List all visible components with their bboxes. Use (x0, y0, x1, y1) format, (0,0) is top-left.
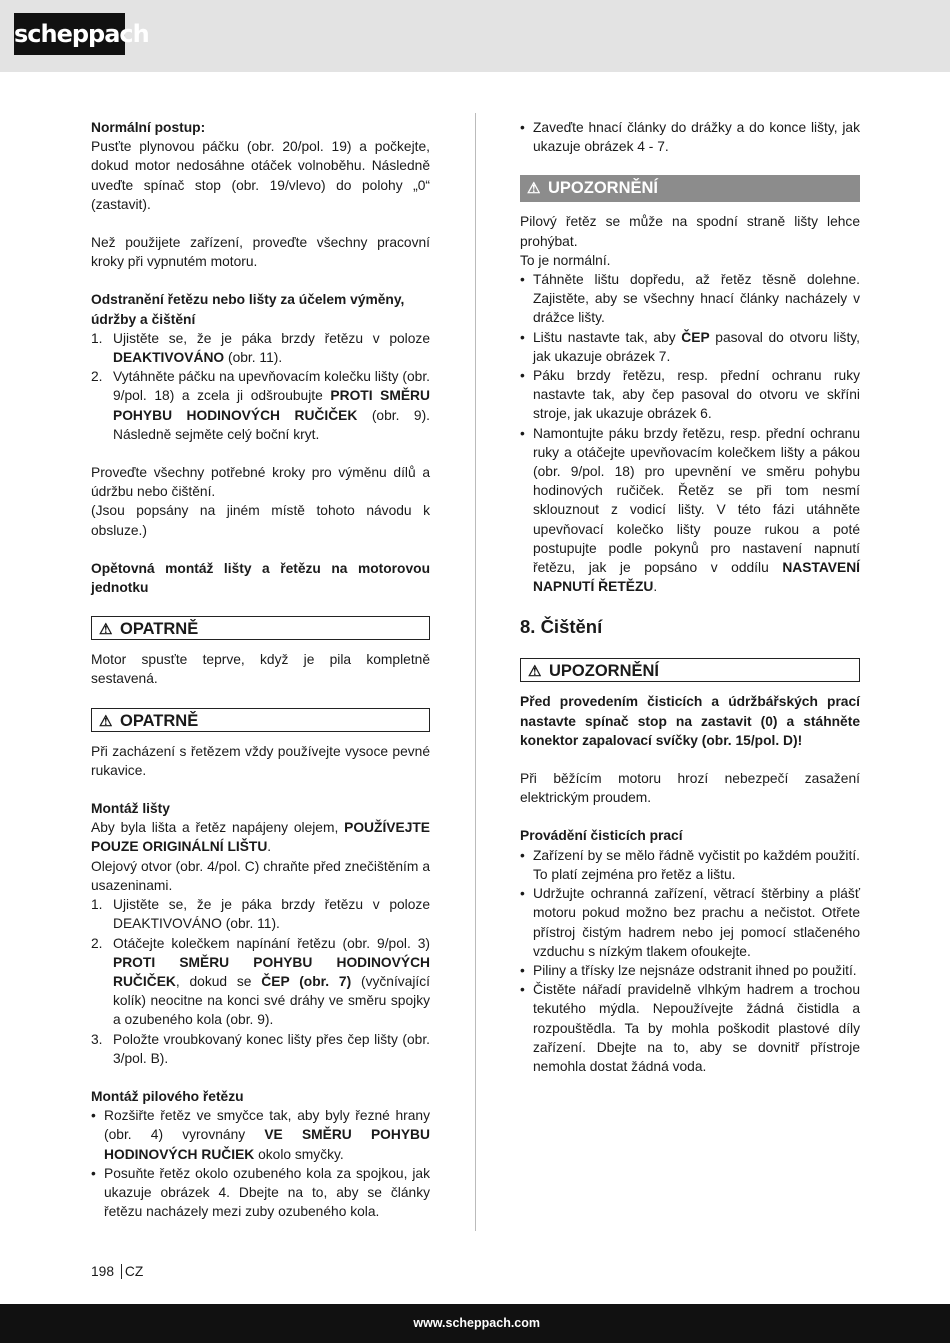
list-item: 1. Ujistěte se, že je páka brzdy řetězu v poloze DEAKTIVOVÁNO (obr. 11). (91, 330, 430, 366)
section-title-cleaning: 8. Čištění (520, 616, 603, 638)
paragraph-maintenance: Proveďte všechny potřebné kroky pro výměnu dílů a údržbu nebo čištění. (91, 465, 430, 500)
warning-icon: ⚠ (99, 621, 113, 639)
list-item: • Čistěte nářadí pravidelně vlhkým hadrem a trochou tekutého mýdla. Nepoužívejte žádná čistidla a rozpouštědla. Ta by mohla poškodit plastové díly zařízení. Dbejte na to, aby se dovnitř přístroje nemohla dostat žádná voda. (520, 982, 860, 1074)
cleaning-steps (520, 846, 860, 1076)
top-list (520, 118, 860, 156)
list-item: • Zaveďte hnací články do drážky a do konce lišty, jak ukazuje obrázek 4 - 7. (520, 120, 860, 155)
adjustment-steps (520, 270, 860, 596)
list-item: • Piliny a třísky lze nejsnáze odstranit ihned po použití. (520, 962, 857, 978)
list-item: • Udržujte ochranná zařízení, větrací štěrbiny a plášť motoru pokud možno bez prachu a nečistot. Otřete přístroj čistým hadrem nebo jej pomocí stlačeného vzduchu s nízkým tlakem ofoukejte. (520, 886, 860, 959)
removal-title: Odstranění řetězu nebo lišty za účelem výměny, údržby a čištění (91, 292, 405, 327)
chain-mounting-steps (91, 1106, 430, 1221)
column-divider (475, 113, 476, 1231)
bar-mounting-title: Montáž lišty (91, 801, 170, 817)
notice-text-2: To je normální. (520, 252, 611, 268)
reassembly-title: Opětovná montáž lišty a řetězu na motorovou jednotku (91, 560, 430, 596)
warning-icon: ⚠ (99, 712, 113, 730)
list-item: • Posuňte řetěz okolo ozubeného kola za spojkou, jak ukazuje obrázek 4. Dbejte na to, aby se články řetězu nacházely mezi zuby ozubeného kola. (91, 1165, 430, 1220)
footer-url[interactable]: www.scheppach.com (413, 1316, 540, 1330)
list-item: 1. Ujistěte se, že je páka brzdy řetězu v poloze DEAKTIVOVÁNO (obr. 11). (91, 897, 430, 932)
removal-steps (91, 329, 430, 444)
scheppach-logo: scheppach (14, 13, 125, 55)
paragraph-engine-off: Než použijete zařízení, proveďte všechny pracovní kroky při vypnutém motoru. (91, 235, 430, 270)
caution-box-1: ⚠ OPATRNĚ (91, 616, 430, 640)
notice-text-1: Pilový řetěz se může na spodní straně lišty lehce prohýbat. (520, 214, 860, 249)
list-item: • Zařízení by se mělo řádně vyčistit po každém použití. To platí zejména pro řetěz a lištu. (520, 847, 860, 882)
list-item: 2. Otáčejte kolečkem napínání řetězu (obr. 9/pol. 3) PROTI SMĚRU POHYBU HODINOVÝCH RUČIČEK, dokud se ČEP (obr. 7) (vyčnívající kolík) neocitne na konci své dráhy ve směru spojky a ozubeného kola (obr. 9). (91, 935, 430, 1028)
caution-box-2: ⚠ OPATRNĚ (91, 708, 430, 732)
normal-procedure-title: Normální postup: (91, 120, 206, 135)
caution-text-1: Motor spusťte teprve, když je pila kompletně sestavená. (91, 652, 430, 687)
list-item: • Táhněte lištu dopředu, až řetěz těsně dolehne. Zajistěte, aby se všechny hnací články nacházely v drážce lišty. (520, 272, 860, 326)
list-item: • Rozšiřte řetěz ve smyčce tak, aby byly řezné hrany (obr. 4) vyrovnány VE SMĚRU POHYBU HODINOVÝCH RUČIEK okolo smyčky. (91, 1108, 430, 1162)
list-item: 2. Vytáhněte páčku na upevňovacím kolečku lišty (obr. 9/pol. 18) a zcela ji odšroubujte PROTI SMĚRU POHYBU HODINOVÝCH RUČIČEK (obr. 9). Následně sejměte celý boční kryt. (91, 369, 430, 442)
electric-shock-text: Při běžícím motoru hrozí nebezpečí zasažení elektrickým proudem. (520, 771, 860, 806)
bar-mounting-steps (91, 895, 430, 1068)
caution-text-2: Při zacházení s řetězem vždy používejte vysoce pevné rukavice. (91, 743, 430, 778)
notice-box-2: ⚠ UPOZORNĚNÍ (520, 658, 860, 682)
list-item: • Páku brzdy řetězu, resp. přední ochranu ruky nastavte tak, aby čep pasoval do otvoru ve skříni stroje, jak ukazuje obrázek 6. (520, 368, 860, 422)
list-item: • Namontujte páku brzdy řetězu, resp. přední ochranu ruky a otáčejte upevňovacím kolečkem lišty a pákou (obr. 9/pol. 18) pro upevnění ve směru pohybu hodinových ručiček. Řetěz se při tom nesmí sklouznout z vodicí lišty. V této fázi utáhněte upevňovací kolečko lišty pouze rukou a poté postupujte podle pokynů pro nastavení napnutí řetězu, jak je popsáno v oddílu NASTAVENÍ NAPNUTÍ ŘETĚZU. (520, 425, 860, 595)
header-bar (0, 0, 950, 72)
paragraph-reference: (Jsou popsány na jiném místě tohoto návodu k obsluze.) (91, 503, 430, 538)
normal-procedure-text: Pusťte plynovou páčku (obr. 20/pol. 19) a počkejte, dokud motor nedosáhne otáček volnoběhu. Následně uveďte spínač stop (obr. 19/vlevo) do polohy „0“ (zastavit). (91, 139, 430, 212)
oil-hole-text: Olejový otvor (obr. 4/pol. C) chraňte před znečištěním a usazeninami. (91, 858, 430, 893)
bar-mounting-text: Aby byla lišta a řetěz napájeny olejem, POUŽÍVEJTE POUZE ORIGINÁLNÍ LIŠTU. (91, 820, 430, 855)
page-number: 198 CZ (91, 1264, 144, 1279)
notice-box-1: ⚠ UPOZORNĚNÍ (520, 175, 860, 202)
warning-icon: ⚠ (527, 180, 541, 198)
list-item: 3. Položte vroubkovaný konec lišty přes čep lišty (obr. 3/pol. B). (91, 1031, 430, 1066)
right-column (520, 118, 860, 1076)
cleaning-title: Provádění čisticích prací (520, 828, 683, 844)
notice-bold-text: Před provedením čisticích a údržbářských prací nastavte spínač stop na zastavit (0) a stáhněte konektor zapalovací svíčky (obr. 15/pol. D)! (520, 694, 860, 748)
warning-icon: ⚠ (528, 663, 542, 681)
chain-mounting-title: Montáž pilového řetězu (91, 1088, 244, 1104)
left-column (91, 118, 430, 1221)
list-item: • Lištu nastavte tak, aby ČEP pasoval do otvoru lišty, jak ukazuje obrázek 7. (520, 329, 860, 364)
